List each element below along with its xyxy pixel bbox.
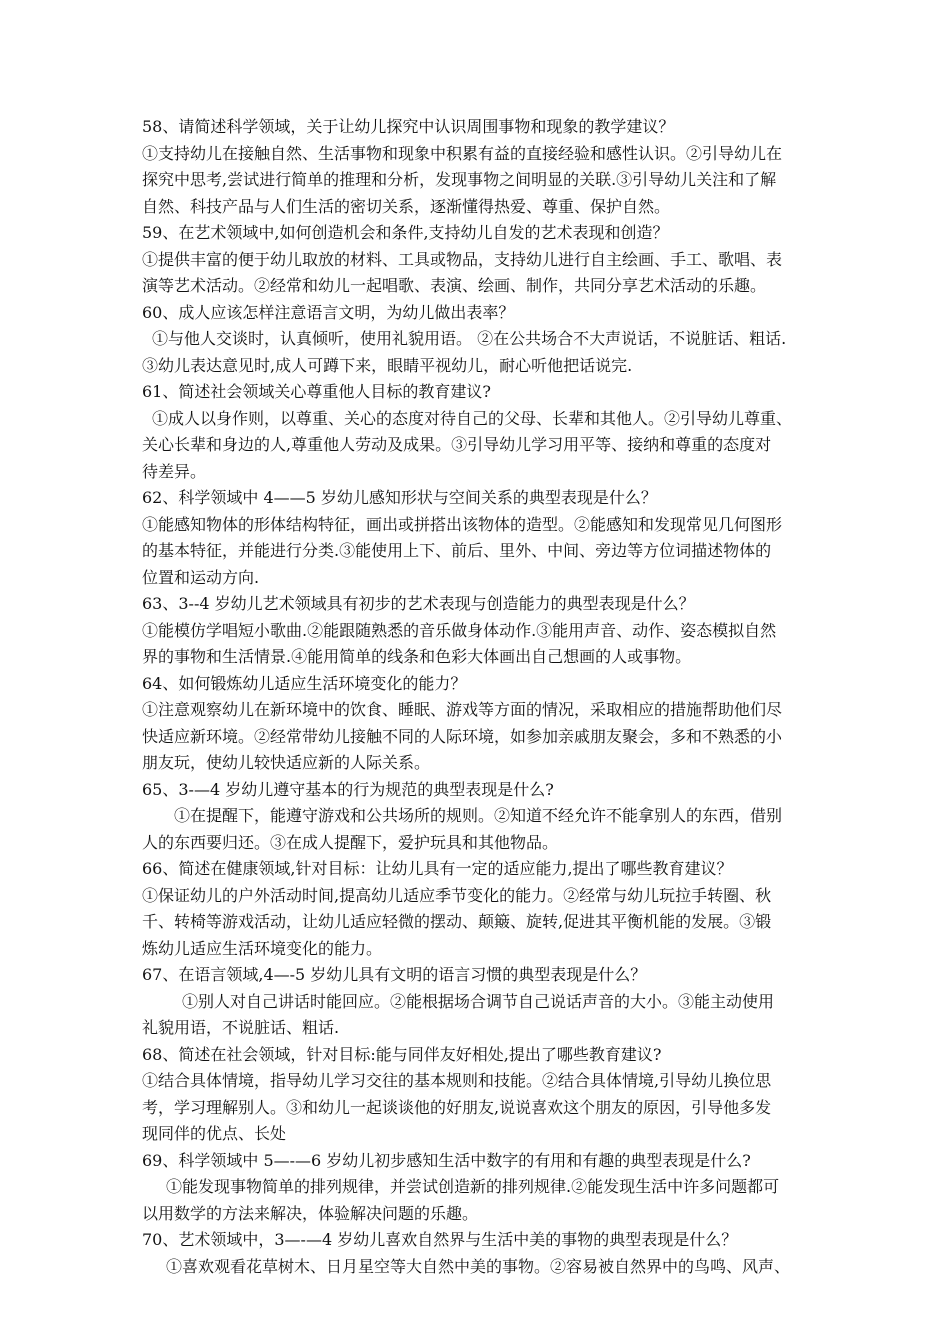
answer-69-line: ①能发现事物简单的排列规律，并尝试创造新的排列规律.②能发现生活中许多问题都可 — [166, 1177, 780, 1196]
answer-65-line: ①在提醒下，能遵守游戏和公共场所的规则。②知道不经允许不能拿别人的东西，借别 — [174, 806, 783, 825]
answer-64-line: 快适应新环境。②经常带幼儿接触不同的人际环境，如参加亲戚朋友聚会，多和不熟悉的小 — [142, 726, 783, 746]
question-64: 64、如何锻炼幼儿适应生活环境变化的能力？ — [142, 673, 467, 693]
question-60: 60、成人应该怎样注意语言文明，为幼儿做出表率？ — [142, 302, 515, 322]
answer-59-line: 演等艺术活动。②经常和幼儿一起唱歌、表演、绘画、制作，共同分享艺术活动的乐趣。 — [142, 276, 767, 295]
answer-62-line: 的基本特征，并能进行分类.③能使用上下、前后、里外、中间、旁边等方位词描述物体的 — [142, 541, 772, 560]
question-61: 61、简述社会领域关心尊重他人目标的教育建议? — [142, 382, 491, 401]
answer-63-line: ①能模仿学唱短小歌曲.②能跟随熟悉的音乐做身体动作.③能用声音、动作、姿态模拟自然 — [142, 620, 777, 640]
question-62: 62、科学领域中 4——5 岁幼儿感知形状与空间关系的典型表现是什么？ — [142, 488, 657, 507]
answer-61-line: 待差异。 — [142, 461, 207, 481]
answer-64-line: ①注意观察幼儿在新环境中的饮食、睡眠、游戏等方面的情况，采取相应的措施帮助他们尽 — [142, 700, 783, 719]
answer-58-line: ①支持幼儿在接触自然、生活事物和现象中积累有益的直接经验和感性认识。②引导幼儿在 — [142, 143, 783, 163]
question-63: 63、3--4 岁幼儿艺术领域具有初步的艺术表现与创造能力的典型表现是什么？ — [142, 594, 695, 613]
answer-63-line: 界的事物和生活情景.④能用简单的线条和色彩大体画出自己想画的人或事物。 — [142, 647, 692, 666]
question-69: 69、科学领域中 5—-—6 岁幼儿初步感知生活中数字的有用和有趣的典型表现是什么? — [142, 1150, 751, 1170]
answer-60-line: ①与他人交谈时，认真倾听，使用礼貌用语。 ②在公共场合不大声说话，不说脏话、粗话. — [152, 329, 787, 348]
question-68: 68、简述在社会领域，针对目标:能与同伴友好相处,提出了哪些教育建议? — [142, 1044, 662, 1064]
answer-58-line: 自然、科技产品与人们生活的密切关系，逐渐懂得热爱、尊重、保护自然。 — [142, 196, 671, 216]
question-59: 59、在艺术领域中,如何创造机会和条件,支持幼儿自发的艺术表现和创造？ — [142, 223, 669, 242]
answer-64-line: 朋友玩，使幼儿较快适应新的人际关系。 — [142, 753, 431, 772]
answer-58-line: 探究中思考,尝试进行简单的推理和分析，发现事物之间明显的关联.③引导幼儿关注和了解 — [142, 170, 777, 189]
answer-66-line: ①保证幼儿的户外活动时间,提高幼儿适应季节变化的能力。②经常与幼儿玩拉手转圈、秋 — [142, 885, 772, 905]
question-65: 65、3-—4 岁幼儿遵守基本的行为规范的典型表现是什么? — [142, 779, 554, 799]
answer-60-line: ③幼儿表达意见时,成人可蹲下来，眼睛平视幼儿，耐心听他把话说完. — [142, 355, 633, 375]
answer-68-line: ①结合具体情境，指导幼儿学习交往的基本规则和技能。②结合具体情境,引导幼儿换位思 — [142, 1071, 772, 1090]
answer-62-line: ①能感知物体的形体结构特征，画出或拼搭出该物体的造型。②能感知和发现常见几何图形 — [142, 514, 783, 534]
answer-67-line: ①别人对自己讲话时能回应。②能根据场合调节自己说话声音的大小。③能主动使用 — [182, 991, 775, 1011]
answer-61-line: ①成人以身作则，以尊重、关心的态度对待自己的父母、长辈和其他人。②引导幼儿尊重、 — [152, 408, 793, 428]
document-page — [142, 114, 810, 1280]
question-58: 58、请简述科学领域，关于让幼儿探究中认识周围事物和现象的教学建议？ — [142, 117, 675, 136]
answer-68-line: 考，学习理解别人。③和幼儿一起谈谈他的好朋友,说说喜欢这个朋友的原因，引导他多发 — [142, 1097, 772, 1117]
answer-66-line: 千、转椅等游戏活动，让幼儿适应轻微的摆动、颠簸、旋转,促进其平衡机能的发展。③锻 — [142, 912, 772, 931]
answer-68-line: 现同伴的优点、长处 — [142, 1124, 287, 1143]
answer-70-line: ①喜欢观看花草树木、日月星空等大自然中美的事物。②容易被自然界中的鸟鸣、风声、 — [166, 1256, 791, 1276]
answer-69-line: 以用数学的方法来解决，体验解决问题的乐趣。 — [142, 1203, 479, 1223]
answer-59-line: ①提供丰富的便于幼儿取放的材料、工具或物品，支持幼儿进行自主绘画、手工、歌唱、表 — [142, 249, 783, 269]
answer-61-line: 关心长辈和身边的人,尊重他人劳动及成果。③引导幼儿学习用平等、接纳和尊重的态度对 — [142, 435, 772, 454]
answer-65-line: 人的东西要归还。③在成人提醒下，爱护玩具和其他物品。 — [142, 832, 559, 852]
question-67: 67、在语言领域,4—-5 岁幼儿具有文明的语言习惯的典型表现是什么？ — [142, 965, 647, 984]
question-70: 70、艺术领域中，3—-—4 岁幼儿喜欢自然界与生活中美的事物的典型表现是什么？ — [142, 1230, 738, 1249]
question-66: 66、简述在健康领域,针对目标：让幼儿具有一定的适应能力,提出了哪些教育建议？ — [142, 859, 733, 878]
answer-62-line: 位置和运动方向. — [142, 567, 260, 587]
answer-67-line: 礼貌用语，不说脏话、粗话. — [142, 1018, 340, 1037]
answer-66-line: 炼幼儿适应生活环境变化的能力。 — [142, 938, 383, 958]
